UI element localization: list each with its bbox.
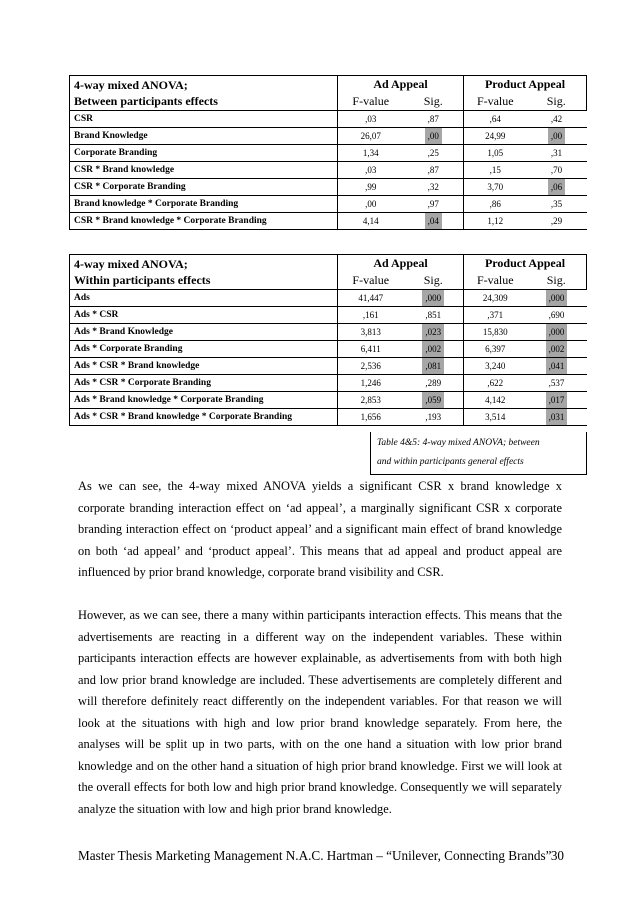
table-row <box>70 111 587 128</box>
ad-appeal-sig <box>404 290 464 307</box>
row-label: Ads * CSR <box>70 307 338 324</box>
product-appeal-sig: ,537 <box>527 375 587 392</box>
significant-value: ,06 <box>548 179 565 195</box>
product-appeal-f-value: 6,397 <box>464 341 527 358</box>
ad-appeal-f-value: 3,813 <box>338 324 404 341</box>
ad-appeal-f-value: 1,246 <box>338 375 404 392</box>
significant-value: ,000 <box>422 290 444 306</box>
table-row <box>70 307 587 324</box>
table-row <box>70 196 587 213</box>
table-row <box>70 409 587 426</box>
product-appeal-f-value: 24,99 <box>464 128 527 145</box>
significant-value: ,002 <box>546 341 568 357</box>
table-row <box>70 290 587 307</box>
sig-header: Sig. <box>527 272 587 290</box>
row-label: Ads * CSR * Corporate Branding <box>70 375 338 392</box>
product-appeal-f-value: ,86 <box>464 196 527 213</box>
significant-value: ,041 <box>546 358 568 374</box>
table-title: 4-way mixed ANOVA; Between participants effects <box>70 76 338 111</box>
f-value-header: F-value <box>338 272 404 290</box>
page-footer <box>78 848 564 864</box>
product-appeal-f-value: 4,142 <box>464 392 527 409</box>
product-appeal-sig: ,29 <box>527 213 587 230</box>
ad-appeal-sig: ,193 <box>404 409 464 426</box>
table-row <box>70 179 587 196</box>
significant-value: ,000 <box>546 290 568 306</box>
table-row <box>70 324 587 341</box>
sig-header: Sig. <box>527 93 587 111</box>
product-appeal-sig <box>527 324 587 341</box>
product-appeal-sig <box>527 358 587 375</box>
table-row <box>70 145 587 162</box>
body-paragraph: As we can see, the 4-way mixed ANOVA yields a significant CSR x brand knowledge x corporate branding interaction effect on ‘ad appeal’, a marginally significant CSR x corporate branding interaction effect on ‘product appeal’ and a significant main effect of brand knowledge on both ‘ad appeal’ and ‘product appeal’. This means that ad appeal and product appeal are influenced by prior brand knowledge, corporate brand visibility and CSR. <box>78 479 562 579</box>
product-appeal-f-value: ,64 <box>464 111 527 128</box>
product-appeal-header: Product Appeal <box>464 255 587 273</box>
f-value-header: F-value <box>464 93 527 111</box>
f-value-header: F-value <box>464 272 527 290</box>
f-value-header: F-value <box>338 93 404 111</box>
ad-appeal-f-value: 1,34 <box>338 145 404 162</box>
product-appeal-sig <box>527 179 587 196</box>
significant-value: ,081 <box>422 358 444 374</box>
table-row <box>70 341 587 358</box>
ad-appeal-header: Ad Appeal <box>338 255 464 273</box>
ad-appeal-f-value: 2,536 <box>338 358 404 375</box>
row-label: Brand knowledge * Corporate Branding <box>70 196 338 213</box>
product-appeal-sig <box>527 392 587 409</box>
ad-appeal-sig <box>404 128 464 145</box>
ad-appeal-f-value: ,00 <box>338 196 404 213</box>
row-label: Ads * Brand Knowledge <box>70 324 338 341</box>
ad-appeal-sig: ,32 <box>404 179 464 196</box>
between-participants-table <box>69 75 587 230</box>
ad-appeal-sig: ,97 <box>404 196 464 213</box>
row-label: Ads <box>70 290 338 307</box>
product-appeal-f-value: 15,830 <box>464 324 527 341</box>
row-label: CSR <box>70 111 338 128</box>
product-appeal-sig <box>527 128 587 145</box>
ad-appeal-header: Ad Appeal <box>338 76 464 94</box>
table-row <box>70 213 587 230</box>
ad-appeal-sig <box>404 213 464 230</box>
within-participants-table <box>69 254 587 426</box>
sig-header: Sig. <box>404 272 464 290</box>
table-title: 4-way mixed ANOVA; Within participants effects <box>70 255 338 290</box>
product-appeal-sig: ,42 <box>527 111 587 128</box>
ad-appeal-sig: ,289 <box>404 375 464 392</box>
product-appeal-f-value: 3,70 <box>464 179 527 196</box>
row-label: CSR * Brand knowledge <box>70 162 338 179</box>
table-caption: Table 4&5: 4-way mixed ANOVA; between and within participants general effects <box>370 432 587 475</box>
significant-value: ,00 <box>548 128 565 144</box>
product-appeal-sig <box>527 290 587 307</box>
footer-text: Master Thesis Marketing Management N.A.C. Hartman – “Unilever, Connecting Brands” <box>78 848 552 863</box>
ad-appeal-f-value: 41,447 <box>338 290 404 307</box>
row-label: Ads * CSR * Brand knowledge * Corporate Branding <box>70 409 338 426</box>
row-label: Corporate Branding <box>70 145 338 162</box>
ad-appeal-f-value: 26,07 <box>338 128 404 145</box>
product-appeal-f-value: ,15 <box>464 162 527 179</box>
product-appeal-header: Product Appeal <box>464 76 587 94</box>
significant-value: ,031 <box>546 409 568 425</box>
ad-appeal-sig <box>404 392 464 409</box>
product-appeal-f-value: 1,05 <box>464 145 527 162</box>
product-appeal-f-value: ,371 <box>464 307 527 324</box>
row-label: Brand Knowledge <box>70 128 338 145</box>
significant-value: ,00 <box>425 128 442 144</box>
significant-value: ,000 <box>546 324 568 340</box>
product-appeal-sig: ,690 <box>527 307 587 324</box>
significant-value: ,059 <box>422 392 444 408</box>
ad-appeal-f-value: 1,656 <box>338 409 404 426</box>
ad-appeal-f-value: 4,14 <box>338 213 404 230</box>
table-row <box>70 375 587 392</box>
ad-appeal-sig <box>404 324 464 341</box>
body-paragraph: However, as we can see, there a many within participants interaction effects. This means that the advertisements are reacting in a different way on the independent variables. These within participants interaction effects are however explainable, as advertisements from with both high and low prior brand knowledge are included. These advertisements are completely different and will therefore definitely react differently on the independent variables. For that reason we will look at the situations with high and low prior brand knowledge separately. From here, the analyses will be split up in two parts, with on the one hand a situation with low prior brand knowledge and on the other hand a situation of high prior brand knowledge. First we will look at the overall effects for both low and high prior brand knowledge. Consequently we will separately analyze the situation with low and high prior brand knowledge. <box>78 608 562 816</box>
product-appeal-sig: ,35 <box>527 196 587 213</box>
table-row <box>70 392 587 409</box>
row-label: CSR * Corporate Branding <box>70 179 338 196</box>
ad-appeal-sig <box>404 358 464 375</box>
significant-value: ,002 <box>422 341 444 357</box>
table-row <box>70 358 587 375</box>
ad-appeal-sig: ,87 <box>404 111 464 128</box>
product-appeal-f-value: 1,12 <box>464 213 527 230</box>
row-label: Ads * Corporate Branding <box>70 341 338 358</box>
significant-value: ,023 <box>422 324 444 340</box>
sig-header: Sig. <box>404 93 464 111</box>
ad-appeal-f-value: ,161 <box>338 307 404 324</box>
product-appeal-sig <box>527 409 587 426</box>
ad-appeal-f-value: ,03 <box>338 162 404 179</box>
ad-appeal-f-value: 2,853 <box>338 392 404 409</box>
ad-appeal-f-value: ,99 <box>338 179 404 196</box>
row-label: Ads * CSR * Brand knowledge <box>70 358 338 375</box>
product-appeal-sig: ,70 <box>527 162 587 179</box>
table-row <box>70 162 587 179</box>
product-appeal-f-value: ,622 <box>464 375 527 392</box>
significant-value: ,04 <box>425 213 442 229</box>
page-number: 30 <box>550 848 564 863</box>
significant-value: ,017 <box>546 392 568 408</box>
ad-appeal-sig: ,25 <box>404 145 464 162</box>
product-appeal-f-value: 3,514 <box>464 409 527 426</box>
ad-appeal-f-value: ,03 <box>338 111 404 128</box>
product-appeal-f-value: 24,309 <box>464 290 527 307</box>
ad-appeal-sig: ,851 <box>404 307 464 324</box>
product-appeal-f-value: 3,240 <box>464 358 527 375</box>
row-label: Ads * Brand knowledge * Corporate Branding <box>70 392 338 409</box>
ad-appeal-sig <box>404 341 464 358</box>
ad-appeal-f-value: 6,411 <box>338 341 404 358</box>
ad-appeal-sig: ,87 <box>404 162 464 179</box>
table-row <box>70 128 587 145</box>
row-label: CSR * Brand knowledge * Corporate Branding <box>70 213 338 230</box>
product-appeal-sig: ,31 <box>527 145 587 162</box>
product-appeal-sig <box>527 341 587 358</box>
